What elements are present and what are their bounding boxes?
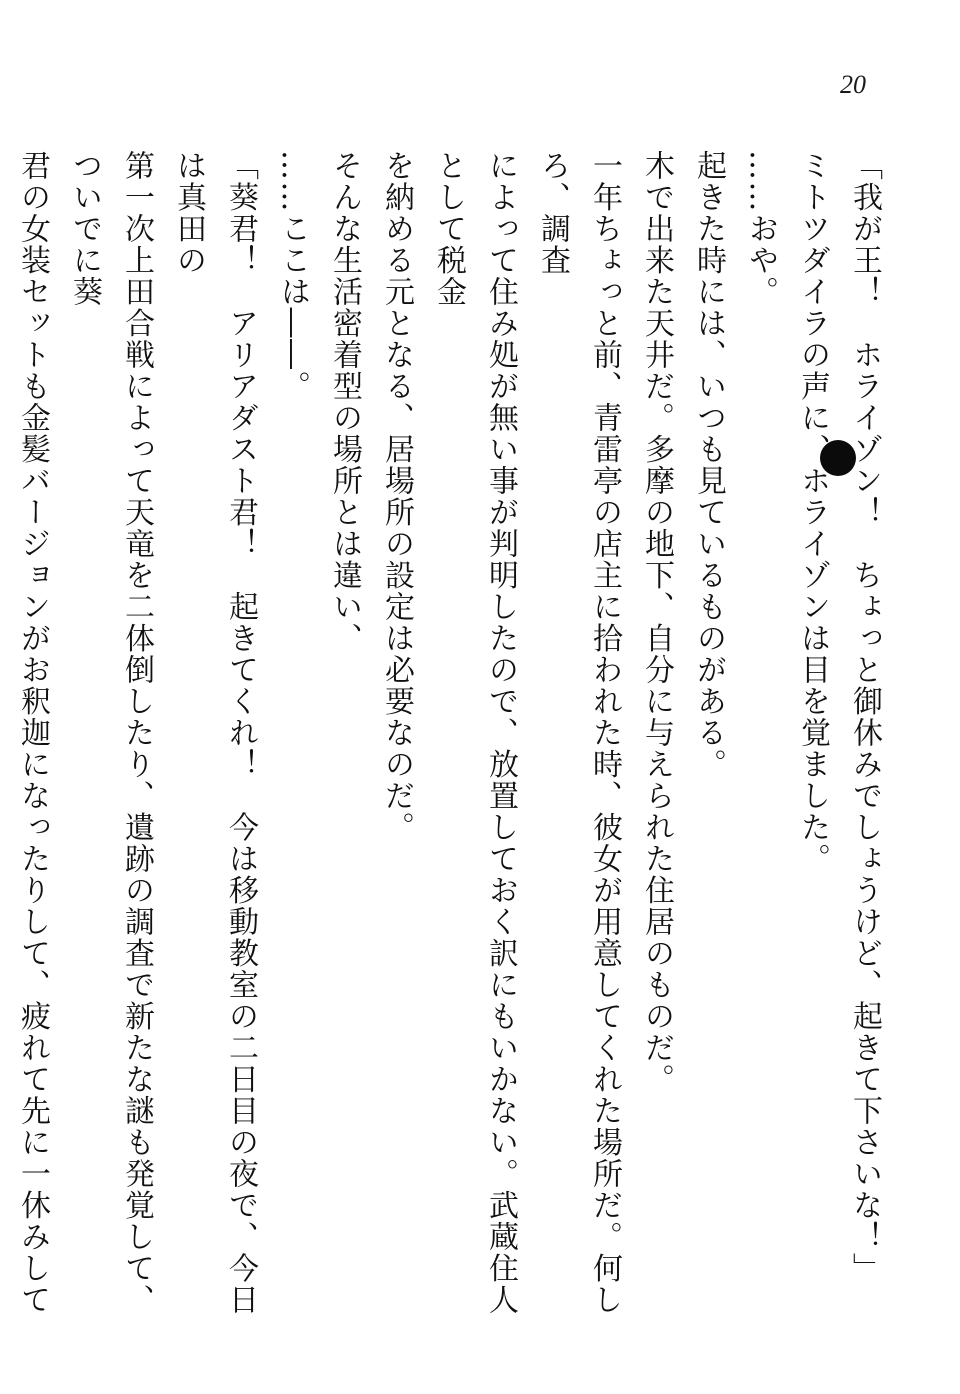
vertical-text-body xyxy=(15,150,890,1320)
text-line: 起きた時には、いつも見ているものがある。 xyxy=(691,150,726,780)
text-line: 「葵君！ アリアダスト君！ 起きてくれ！ 今は移動教室の二日目の夜で、今日は真田の xyxy=(171,150,258,1316)
text-line: によって住み処が無い事が判明したので、放置しておく訳にもいかない。武蔵住人として税金 xyxy=(431,150,518,1316)
text-line: 「我が王！ ホライゾン！ ちょっと御休みでしょうけど、起きて下さいな！」 xyxy=(847,150,882,1284)
text-line: ……おや。 xyxy=(743,150,778,308)
text-line: ……ここは――。 xyxy=(275,150,310,402)
text-line: 君の女装セットも金髪バージョンがお釈迦になったりして、疲れて先に一休みして xyxy=(15,150,50,1316)
text-line: そんな生活密着型の場所とは違い、 xyxy=(327,150,362,654)
page-number: 20 xyxy=(840,70,866,99)
text-line: 一年ちょっと前、青雷亭の店主に拾われた時、彼女が用意してくれた場所だ。何しろ、調査 xyxy=(535,150,622,1316)
text-line: を納める元となる、居場所の設定は必要なのだ。 xyxy=(379,150,414,843)
text-line: 第一次上田合戦によって天竜を二体倒したり、遺跡の調査で新たな謎も発覚して、ついでに葵 xyxy=(67,150,154,1316)
text-line: ミトツダイラの声に、ホライゾンは目を覚ました。 xyxy=(795,150,830,875)
text-line: 木で出来た天井だ。多摩の地下、自分に与えられた住居のものだ。 xyxy=(639,150,674,1095)
